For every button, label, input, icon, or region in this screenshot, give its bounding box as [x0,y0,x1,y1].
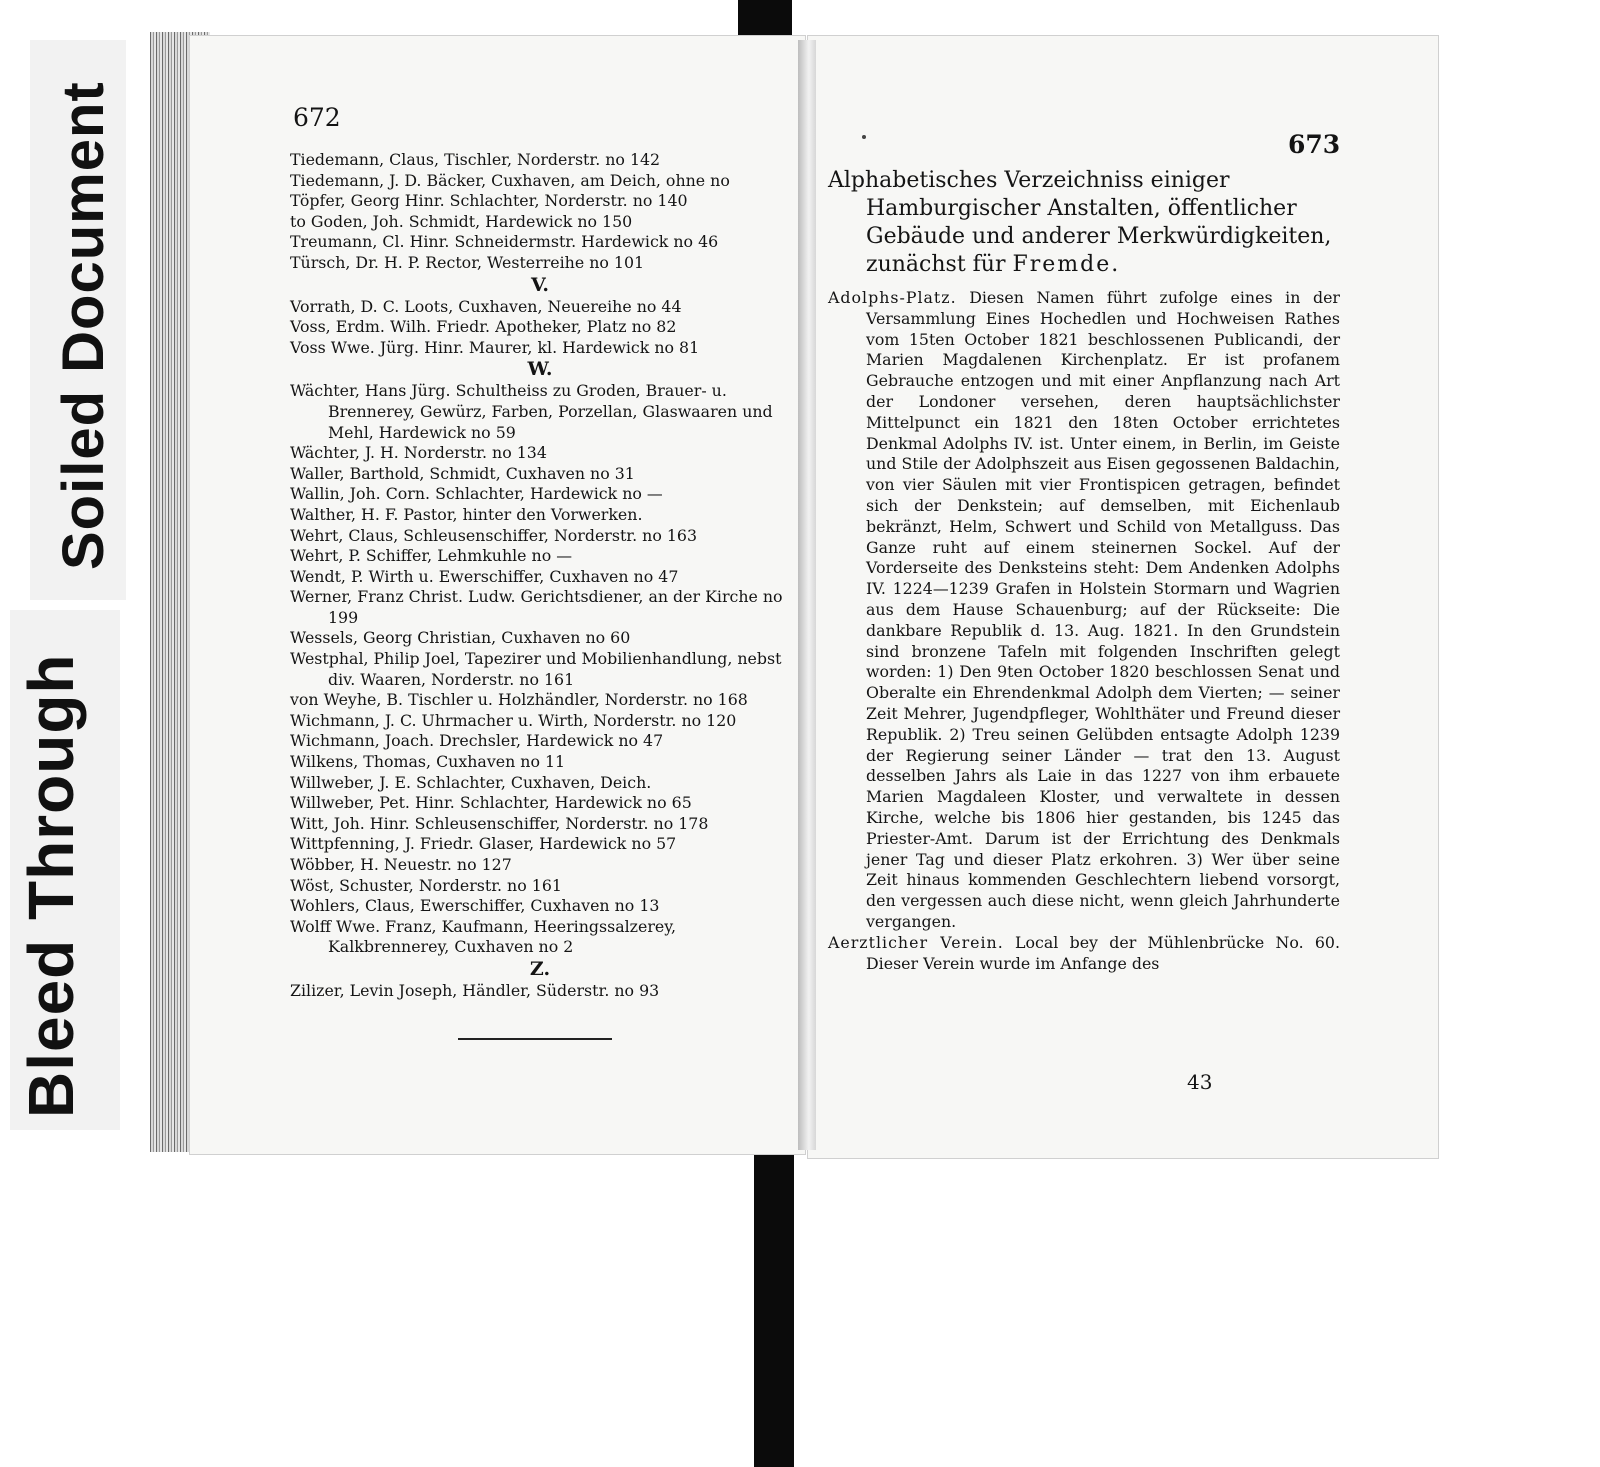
directory-entry: Vorrath, D. C. Loots, Cuxhaven, Neuereihe no 44 [290,296,682,316]
directory-entry: Wichmann, Joach. Drechsler, Hardewick no 47 [290,731,664,751]
right-page-body [828,288,1340,974]
directory-entry: Wehrt, Claus, Schleusenschiffer, Norderstr. no 163 [290,525,698,545]
directory-entry: Waller, Barthold, Schmidt, Cuxhaven no 31 [290,463,635,483]
directory-entry: Wittpfenning, J. Friedr. Glaser, Hardewick no 57 [290,834,677,854]
heading-main: Alphabetisches Verzeichniss einiger Hamburgischer Anstalten, öffentlicher Gebäude und anderer Merkwürdigkeiten, zunächst für [828,168,1332,277]
directory-entry: Wichmann, J. C. Uhrmacher u. Wirth, Norderstr. no 120 [290,710,737,730]
directory-entry: Wohlers, Claus, Ewerschiffer, Cuxhaven no 13 [290,896,660,916]
directory-entry: Wächter, J. H. Norderstr. no 134 [290,443,547,463]
directory-entry: Töpfer, Georg Hinr. Schlachter, Norderstr. no 140 [290,191,688,211]
directory-entry: Treumann, Cl. Hinr. Schneidermstr. Hardewick no 46 [290,232,719,252]
directory-entry: Wendt, P. Wirth u. Ewerschiffer, Cuxhaven no 47 [290,566,679,586]
soiled-document-label: Soiled Document [51,81,116,570]
directory-entry: Türsch, Dr. H. P. Rector, Westerreihe no 101 [290,252,645,272]
directory-entry: Wöbber, H. Neuestr. no 127 [290,855,512,874]
directory-entry: Wessels, Georg Christian, Cuxhaven no 60 [290,628,631,648]
spine-strip-bottom [754,1150,794,1467]
directory-entry: Zilizer, Levin Joseph, Händler, Süderstr. no 93 [290,980,660,1000]
paragraph-adolphs-platz [828,288,1340,933]
directory-entry: Willweber, J. E. Schlachter, Cuxhaven, Deich. [290,772,652,792]
directory-entry: Werner, Franz Christ. Ludw. Gerichtsdiener, an der Kirche no 199 [290,587,783,627]
directory-entry: Voss Wwe. Jürg. Hinr. Maurer, kl. Hardewick no 81 [290,337,700,357]
section-heading [828,167,1376,279]
directory-entry: Walther, H. F. Pastor, hinter den Vorwerken. [290,504,643,524]
directory-entry: Wolff Wwe. Franz, Kaufmann, Heeringssalzerey, Kalkbrennerey, Cuxhaven no 2 [290,916,677,957]
directory-entry: Willweber, Pet. Hinr. Schlachter, Hardewick no 65 [290,793,692,813]
directory-entry: Witt, Joh. Hinr. Schleusenschiffer, Norderstr. no 178 [290,813,709,833]
heading-end: . [1111,252,1119,277]
directory-entry: von Weyhe, B. Tischler u. Holzhändler, Norderstr. no 168 [290,690,748,710]
paragraph-term: Adolphs-Platz. [828,288,957,307]
paragraph-text: Local bey der Mühlenbrücke No. 60. Dieser Verein wurde im Anfange des [866,932,1340,973]
directory-entry: Tiedemann, Claus, Tischler, Norderstr. no 142 [290,150,661,169]
signature-mark: 43 [1187,1070,1213,1094]
right-page-number: 673 [1288,130,1341,159]
directory-entry: Wöst, Schuster, Norderstr. no 161 [290,875,562,895]
paragraph-text: Diesen Namen führt zufolge eines in der Versammlung Eines Hochedlen und Hochweisen Rathes vom 15ten October 1821 beschlossenen Publicandi, der Marien Magdalenen Kirchenplatz. Er ist profanem Gebrauche entzogen und mit einer Anpflanzung nach Art der Londoner versehen, deren hauptsächlichster Mittelpunct ein 1821 den 18ten October errichtetes Denkmal Adolphs IV. ist. Unter einem, in Berlin, im Geiste und Stile der Adolphszeit aus Eisen gegossenen Baldachin, von vier Säulen mit vier Frontispicen getragen, befindet sich der Denkstein; auf demselben, mit Eichenlaub bekränzt, Helm, Schwert und Schild von Metallguss. Das Ganze ruht auf einem steinernen Sockel. Auf der Vorderseite des Denksteins steht: Dem Andenken Adolphs IV. 1224—1239 Grafen in Holstein Stormarn und Wagrien aus dem Hause Schauenburg; auf der Rückseite: Die dankbare Republik d. 13. Aug. 1821. In den Grundstein sind bronzene Tafeln mit folgenden Inschriften gelegt worden: 1) Den 9ten October 1820 beschlossen Senat und Oberalte ein Ehrendenkmal Adolph dem Vierten; — seiner Zeit Mehrer, Jugendpfleger, Wohlthäter und Freund dieser Republik. 2) Treu seinen Gelübden entsagte Adolph 1239 der Regierung seiner Länder — trat den 13. August desselben Jahrs als Laie in das 1227 von ihm erbauete Marien Magdaleen Kloster, und verwaltete in dessen Kirche, welche bis 1806 hier gestanden, bis 1245 das Priester-Amt. Darum ist der Errichtung des Denkmals jener Tag und dieser Platz erkohren. 3) Wer über seine Zeit hinaus kommenden Geschlechtern liebend vorsorgt, den vergessen auch diese nicht, wenn gleich Jahrhunderte vergangen. [866,288,1340,931]
directory-entry: Tiedemann, J. D. Bäcker, Cuxhaven, am Deich, ohne no [290,170,730,190]
left-page-number: 672 [293,103,341,132]
directory-entry: Wehrt, P. Schiffer, Lehmkuhle no — [290,546,573,566]
section-letter: Z. [529,957,551,980]
heading-emphasis: Fremde [1012,252,1112,277]
bleed-through-label: Bleed Through [15,653,87,1118]
paragraph-term: Aerztlicher Verein. [828,932,1004,952]
directory-entry: Wilkens, Thomas, Cuxhaven no 11 [290,752,566,772]
directory-list [290,150,790,1002]
book-gutter [798,40,816,1150]
section-letter: V. [530,273,550,296]
end-rule [458,1038,612,1040]
directory-entry: Wächter, Hans Jürg. Schultheiss zu Groden, Brauer- u. Brennerey, Gewürz, Farben, Porzellan, Glaswaaren und Mehl, Hardewick no 59 [290,381,773,442]
ink-speck [862,135,866,139]
directory-entry: Wallin, Joh. Corn. Schlachter, Hardewick no — [290,484,663,504]
paragraph-aerztlicher-verein [828,933,1340,975]
section-letter: W. [527,358,553,381]
directory-entry: Westphal, Philip Joel, Tapezirer und Mobilienhandlung, nebst div. Waaren, Norderstr. no 161 [290,649,782,689]
directory-entry: to Goden, Joh. Schmidt, Hardewick no 150 [290,211,633,231]
directory-entry: Voss, Erdm. Wilh. Friedr. Apotheker, Platz no 82 [290,317,677,337]
